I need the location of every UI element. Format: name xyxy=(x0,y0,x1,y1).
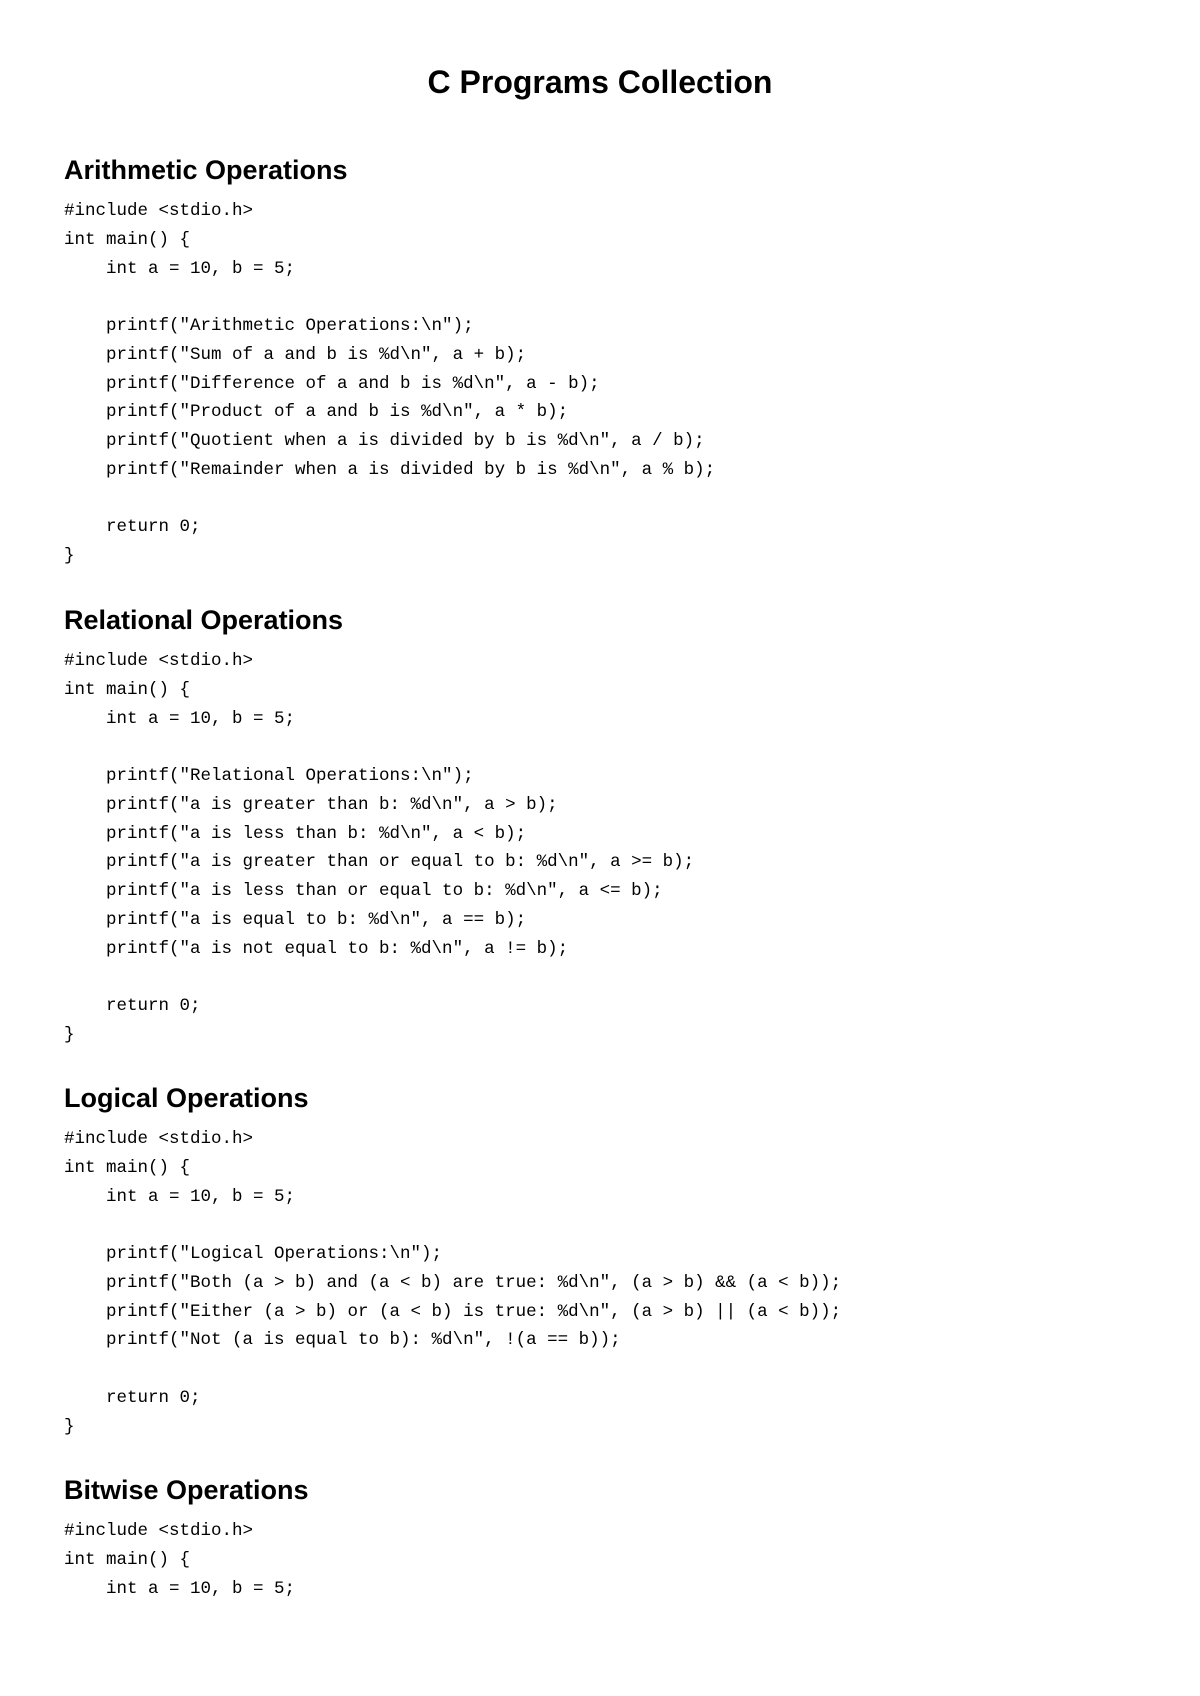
document-title: C Programs Collection xyxy=(427,64,773,100)
section-heading: Arithmetic Operations xyxy=(64,155,348,185)
section-relational-operations xyxy=(64,603,1164,1050)
code-block: #include <stdio.h> int main() { int a = 10, b = 5; printf("Logical Operations:\n"); printf("Both (a > b) and (a < b) are true: %d\n", (a > b) && (a < b)); printf("Either (a > b) or (a < b) is true: %d\n", (a > b) || (a < b)); printf("Not (a is equal to b): %d\n", !(a == b)); return 0; } xyxy=(64,1129,842,1437)
section-heading: Relational Operations xyxy=(64,605,344,635)
section-heading: Logical Operations xyxy=(64,1083,309,1113)
section-logical-operations xyxy=(64,1081,1164,1441)
section-arithmetic-operations xyxy=(64,153,1164,571)
section-heading: Bitwise Operations xyxy=(64,1475,309,1505)
code-block: #include <stdio.h> int main() { int a = 10, b = 5; printf("Arithmetic Operations:\n"); printf("Sum of a and b is %d\n", a + b); printf("Difference of a and b is %d\n", a - b); printf("Product of a and b is %d\n", a * b); printf("Quotient when a is divided by b is %d\n", a / b); printf("Remainder when a is divided by b is %d\n", a % b); return 0; } xyxy=(64,201,716,566)
code-block: #include <stdio.h> int main() { int a = 10, b = 5; printf("Relational Operations:\n"); printf("a is greater than b: %d\n", a > b); printf("a is less than b: %d\n", a < b); printf("a is greater than or equal to b: %d\n", a >= b); printf("a is less than or equal to b: %d\n", a <= b); printf("a is equal to b: %d\n", a == b); printf("a is not equal to b: %d\n", a != b); return 0; } xyxy=(64,651,695,1045)
section-bitwise-operations xyxy=(64,1473,1164,1603)
code-block: #include <stdio.h> int main() { int a = 10, b = 5; xyxy=(64,1521,296,1599)
